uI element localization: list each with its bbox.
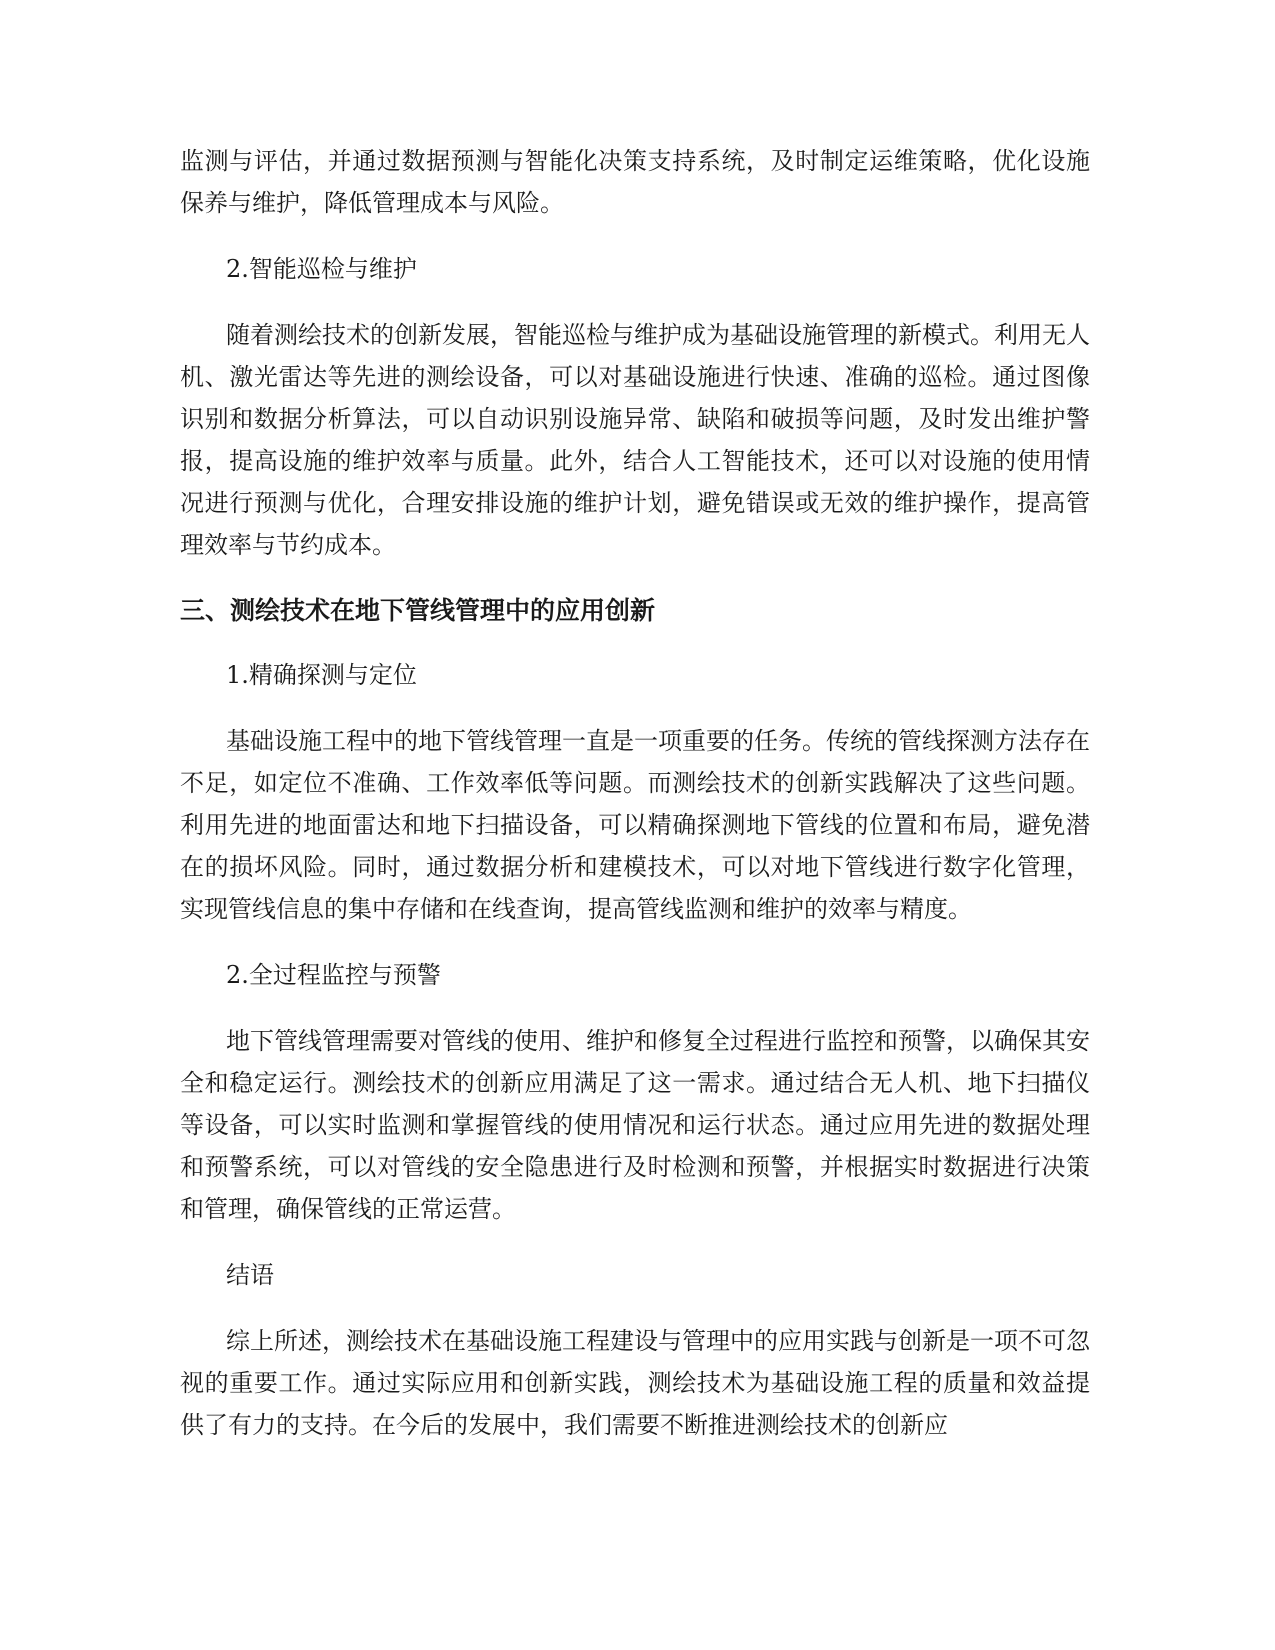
body-paragraph: 地下管线管理需要对管线的使用、维护和修复全过程进行监控和预警，以确保其安全和稳定运行。测绘技术的创新应用满足了这一需求。通过结合无人机、地下扫描仪等设备，可以实时监测和掌握管线的使用情况和运行状态。通过应用先进的数据处理和预警系统，可以对管线的安全隐患进行及时检测和预警，并根据实时数据进行决策和管理，确保管线的正常运营。 — [180, 1027, 1090, 1223]
section-heading: 三、测绘技术在地下管线管理中的应用创新 — [180, 596, 656, 625]
subsection-title: 2.智能巡检与维护 — [226, 255, 417, 283]
conclusion-title: 结语 — [226, 1261, 274, 1289]
body-paragraph: 随着测绘技术的创新发展，智能巡检与维护成为基础设施管理的新模式。利用无人机、激光雷达等先进的测绘设备，可以对基础设施进行快速、准确的巡检。通过图像识别和数据分析算法，可以自动识别设施异常、缺陷和破损等问题，及时发出维护警报，提高设施的维护效率与质量。此外，结合人工智能技术，还可以对设施的使用情况进行预测与优化，合理安排设施的维护计划，避免错误或无效的维护操作，提高管理效率与节约成本。 — [180, 321, 1090, 559]
body-paragraph: 监测与评估，并通过数据预测与智能化决策支持系统，及时制定运维策略，优化设施保养与维护，降低管理成本与风险。 — [180, 147, 1090, 217]
subsection-title: 2.全过程监控与预警 — [226, 961, 441, 989]
document-page — [180, 140, 1090, 1470]
subsection-title: 1.精确探测与定位 — [226, 661, 417, 689]
body-paragraph: 基础设施工程中的地下管线管理一直是一项重要的任务。传统的管线探测方法存在不足，如定位不准确、工作效率低等问题。而测绘技术的创新实践解决了这些问题。利用先进的地面雷达和地下扫描设备，可以精确探测地下管线的位置和布局，避免潜在的损坏风险。同时，通过数据分析和建模技术，可以对地下管线进行数字化管理，实现管线信息的集中存储和在线查询，提高管线监测和维护的效率与精度。 — [180, 727, 1090, 923]
body-paragraph: 综上所述，测绘技术在基础设施工程建设与管理中的应用实践与创新是一项不可忽视的重要工作。通过实际应用和创新实践，测绘技术为基础设施工程的质量和效益提供了有力的支持。在今后的发展中，我们需要不断推进测绘技术的创新应 — [180, 1327, 1090, 1439]
